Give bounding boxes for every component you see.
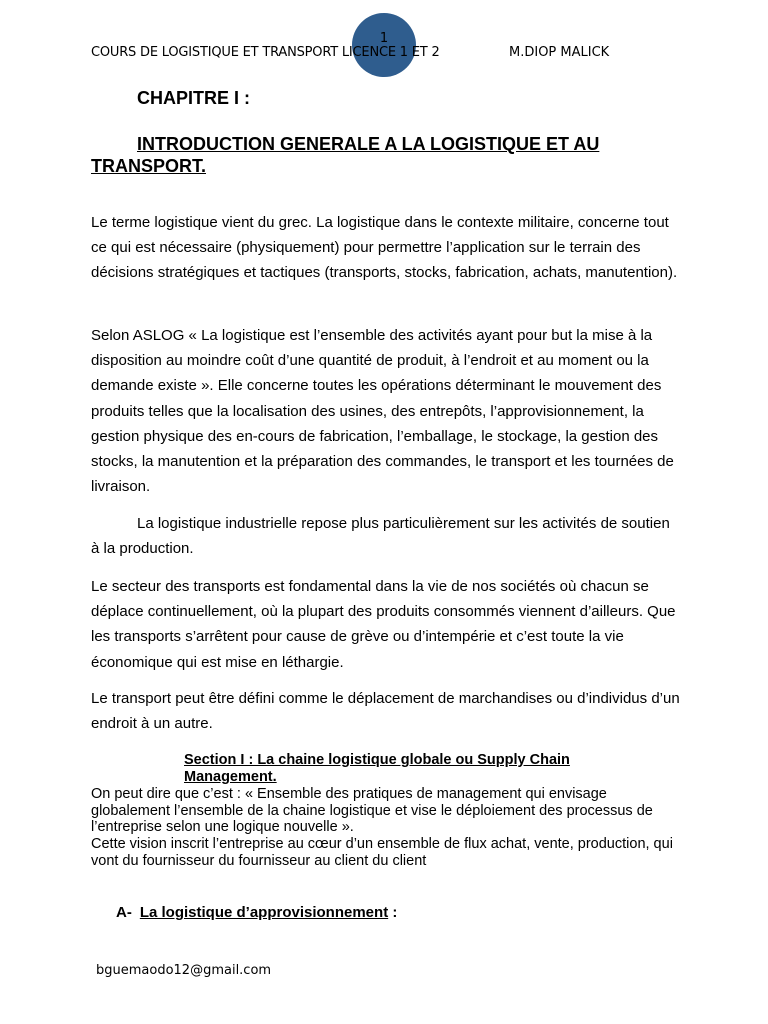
chapter-label: CHAPITRE I : [137,88,251,108]
page-number: 1 [379,31,389,46]
paragraph: Le secteur des transports est fondamental dans la vie de nos sociétés où chacun se déplace continuellement, où la plupart des produits consommés viennent d’ailleurs. Que les transports s’arrêtent pour cause de grève ou d’intempérie et c’est toute la vie économique qui est mise en léthargie. [91,578,676,671]
footer-email: bguemaodo12@gmail.com [96,963,272,978]
section-vision: Cette vision inscrit l’entreprise au cœur d’un ensemble de flux achat, vente, production, qui vont du fournisseur du fournisseur au client du client [91,836,673,869]
paragraph: Selon ASLOG « La logistique est l’ensemble des activités ayant pour but la mise à la disposition au moindre coût d’une quantité de produit, à l’endroit et au moment ou la demande existe ». Elle concerne toutes les opérations déterminant le mouvement des produits telles que la localisation des usines, des entrepôts, l’approvisionnement, la gestion physique des en-cours de fabrication, l’emballage, le stockage, la gestion des stocks, la manutention et la préparation des commandes, le transport et les tournées de livraison. [91,327,674,496]
section-body [91,786,681,870]
paragraph: Le transport peut être défini comme le déplacement de marchandises ou d’individus d’un endroit à un autre. [91,690,680,733]
subsection-marker: A- [116,904,132,921]
subsection-title: La logistique d’approvisionnement [139,904,389,921]
subsection-heading [116,904,397,921]
subsection-suffix: : [388,904,398,921]
section-definition: On peut dire que c’est : « Ensemble des pratiques de management qui envisage globalement l’ensemble de la chaine logistique et vise le déploiement des processus de l’entreprise selon une logique nouvelle ». [91,786,653,836]
chapter-title: INTRODUCTION GENERALE A LA LOGISTIQUE ET AU TRANSPORT. [91,134,600,176]
paragraph: La logistique industrielle repose plus particulièrement sur les activités de soutien à la production. [91,515,670,558]
header-course-title: COURS DE LOGISTIQUE ET TRANSPORT LICENCE 1 ET 2 [91,45,440,60]
header-author: M.DIOP MALICK [509,45,610,60]
section-title: Section I : La chaine logistique globale ou Supply Chain Management. [184,752,570,785]
paragraph: Le terme logistique vient du grec. La logistique dans le contexte militaire, concerne tout ce qui est nécessaire (physiquement) pour permettre l’application sur le terrain des décisions stratégiques et tactiques (transports, stocks, fabrication, achats, manutention). [91,214,678,282]
